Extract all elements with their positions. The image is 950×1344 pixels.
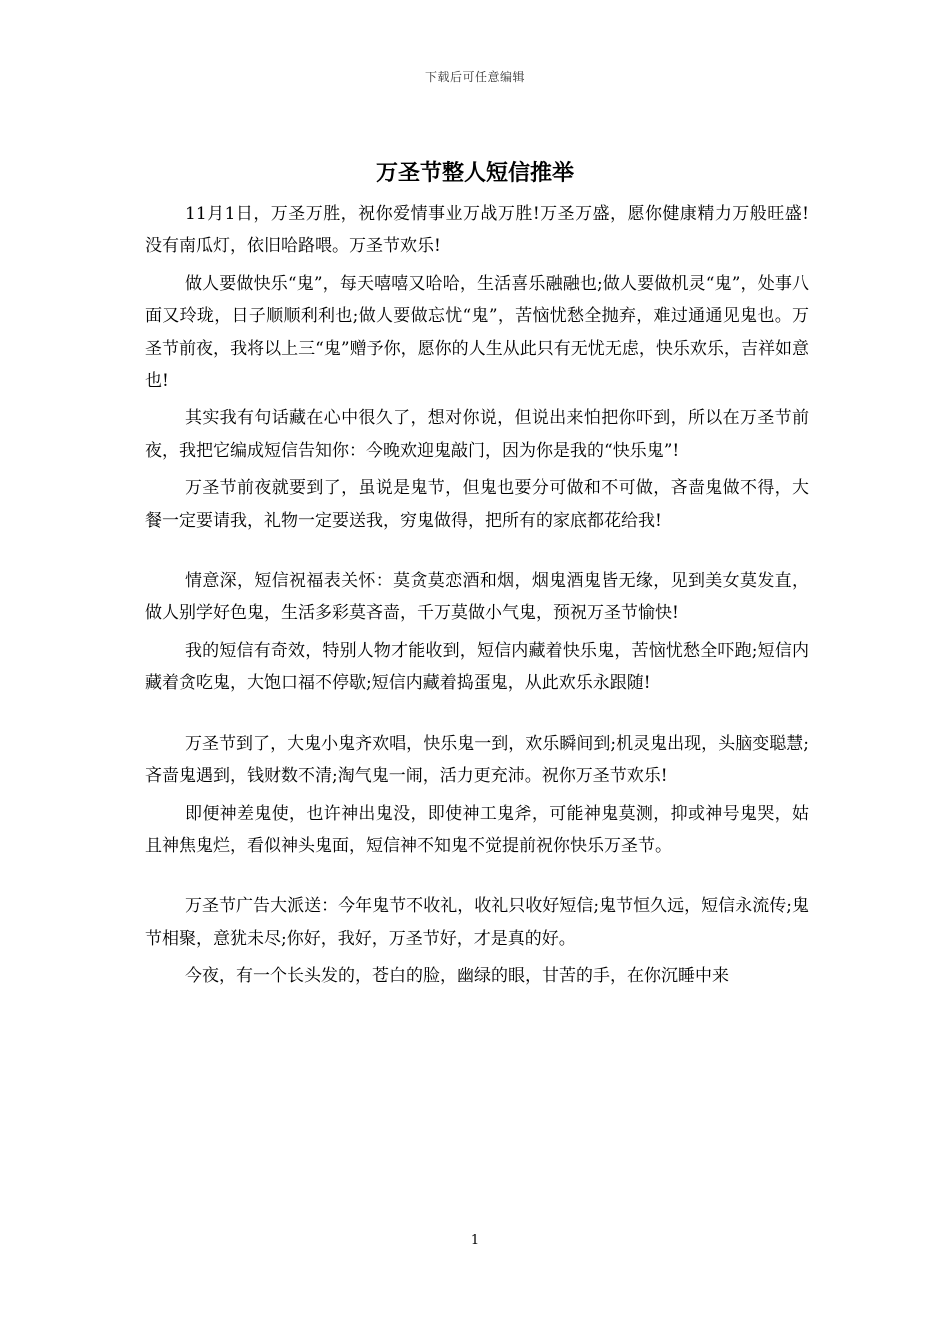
- paragraph: 11月1日，万圣万胜，祝你爱情事业万战万胜!万圣万盛，愿你健康精力万般旺盛!没有南瓜灯，依旧哈路喂。万圣节欢乐!: [145, 204, 809, 257]
- paragraph: 我的短信有奇效，特别人物才能收到，短信内藏着快乐鬼，苦恼忧愁全吓跑;短信内藏着贪吃鬼，大饱口福不停歇;短信内藏着捣蛋鬼，从此欢乐永跟随!: [145, 640, 809, 694]
- document-title: 万圣节整人短信推举: [375, 160, 574, 186]
- paragraph: 万圣节前夜就要到了，虽说是鬼节，但鬼也要分可做和不可做，吝啬鬼做不得，大餐一定要请我，礼物一定要送我，穷鬼做得，把所有的家底都花给我!: [145, 478, 809, 531]
- paragraph: 即便神差鬼使，也许神出鬼没，即使神工鬼斧，可能神鬼莫测，抑或神号鬼哭，姑且神焦鬼烂，看似神头鬼面，短信神不知鬼不觉提前祝你快乐万圣节。: [145, 803, 809, 856]
- header-note: 下载后可任意编辑: [424, 70, 525, 84]
- paragraph: 情意深，短信祝福表关怀：莫贪莫恋酒和烟，烟鬼酒鬼皆无缘，见到美女莫发直，做人别学好色鬼，生活多彩莫吝啬，千万莫做小气鬼，预祝万圣节愉快!: [145, 571, 809, 624]
- paragraph: 万圣节到了，大鬼小鬼齐欢唱，快乐鬼一到，欢乐瞬间到;机灵鬼出现，头脑变聪慧;吝啬鬼遇到，钱财数不清;淘气鬼一闹，活力更充沛。祝你万圣节欢乐!: [145, 733, 809, 787]
- paragraph: 其实我有句话藏在心中很久了，想对你说，但说出来怕把你吓到，所以在万圣节前夜，我把它编成短信告知你：今晚欢迎鬼敲门，因为你是我的“快乐鬼”!: [145, 408, 809, 461]
- paragraph: 万圣节广告大派送：今年鬼节不收礼，收礼只收好短信;鬼节恒久远，短信永流传;鬼节相聚，意犹未尽;你好，我好，万圣节好，才是真的好。: [145, 896, 809, 949]
- document-body: [145, 198, 809, 998]
- paragraph: 做人要做快乐“鬼”，每天嘻嘻又哈哈，生活喜乐融融也;做人要做机灵“鬼”，处事八面又玲珑，日子顺顺利利也;做人要做忘忧“鬼”，苦恼忧愁全抛弃，难过通通见鬼也。万圣节前夜，我将以上三“鬼”赠予你，愿你的人生从此只有无忧无虑，快乐欢乐，吉祥如意也!: [145, 273, 809, 392]
- paragraph: 今夜，有一个长头发的，苍白的脸，幽绿的眼，甘苦的手，在你沉睡中来: [185, 966, 729, 987]
- page-number: 1: [470, 1233, 480, 1248]
